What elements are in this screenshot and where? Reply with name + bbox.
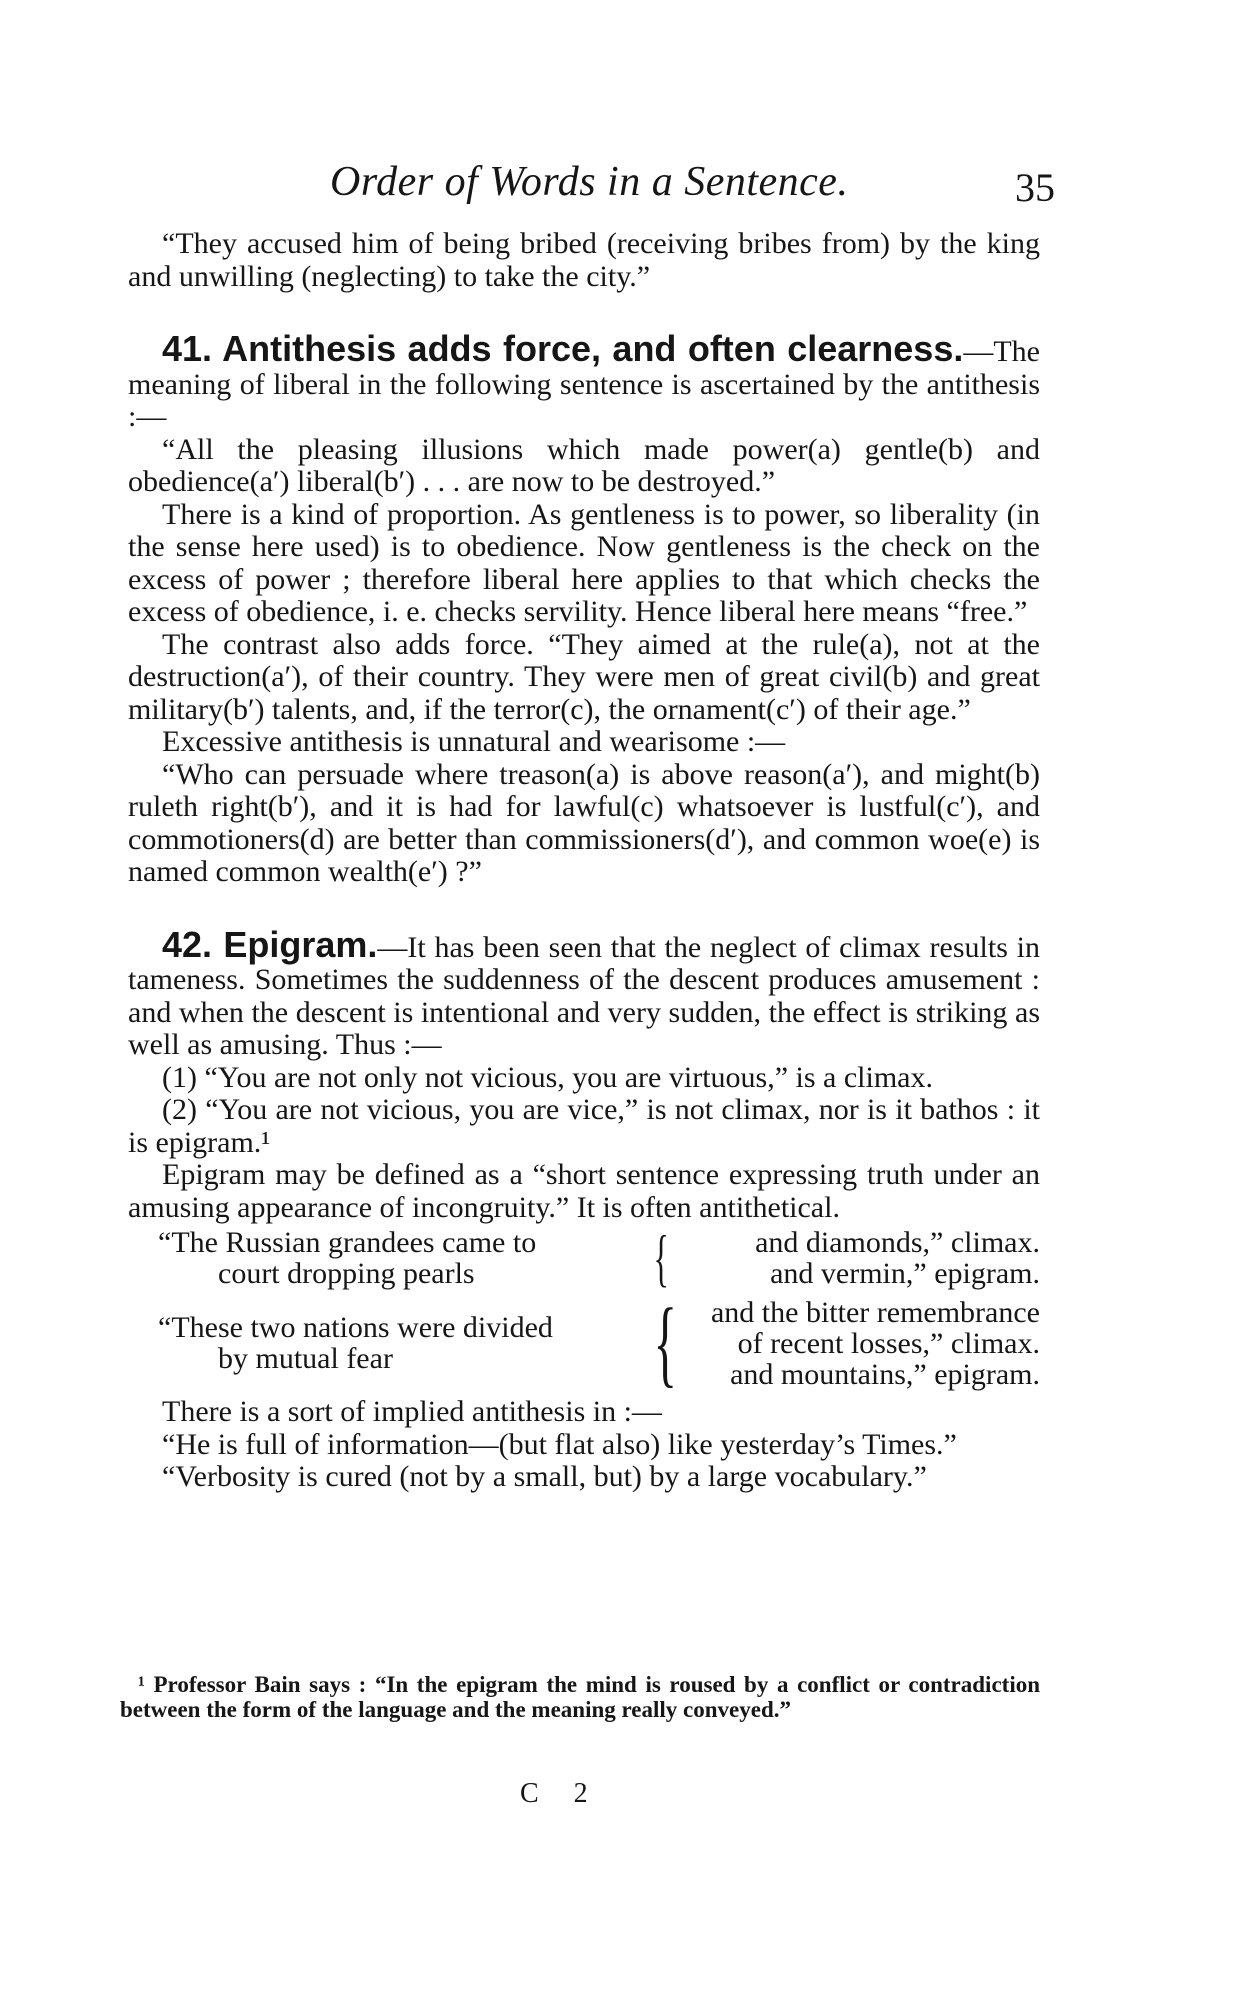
paragraph: (1) “You are not only not vicious, you are virtuous,” is a climax. xyxy=(162,1060,933,1094)
section-41 xyxy=(128,328,1040,434)
brace-example xyxy=(128,1289,1040,1397)
section-42 xyxy=(128,923,1040,1062)
paragraph: “All the pleasing illusions which made power(a) gentle(b) and obedience(a′) liberal(b′) . . . are now to be destroyed.” xyxy=(128,432,1040,498)
paragraph: There is a kind of proportion. As gentleness is to power, so liberality (in the sense here used) is to obedience. Now gentleness is the check on the excess of power ; therefore liberal here applies to that which checks the excess of obedience, i. e. checks servility. Hence liberal here means “free.” xyxy=(128,497,1040,628)
section-intro: —The meaning of liberal in the following sentence is ascertained by the antithesis :— xyxy=(128,335,1040,433)
paragraph: There is a sort of implied antithesis in :— xyxy=(162,1395,662,1428)
paragraph: The contrast also adds force. “They aimed at the rule(a), not at the destruction(a′), of their country. They were men of great civil(b) and great military(b′) talents, and, if the terror(c), the ornament(c′) of their age.” xyxy=(128,627,1040,726)
brace-right-text: and the bitter remembrance of recent losses,” climax. and mountains,” epigram. xyxy=(710,1295,1040,1391)
signature-mark: C 2 xyxy=(520,1778,602,1809)
page-number: 35 xyxy=(1015,165,1055,210)
paragraph: “He is full of information—(but flat also) like yesterday’s Times.” xyxy=(162,1427,957,1461)
section-intro: —It has been seen that the neglect of climax results in tameness. Sometimes the suddenness of the descent produces amusement : and when the descent is intentional and very sudden, the effect is striking as well as amusing. Thus :— xyxy=(128,930,1040,1061)
paragraph: (2) “You are not vicious, you are vice,” is not climax, nor is it bathos : it is epigram.¹ xyxy=(128,1093,1040,1159)
section-heading: 41. Antithesis adds force, and often clearness. xyxy=(162,328,964,369)
brace-right-text: and diamonds,” climax. and vermin,” epigram. xyxy=(755,1226,1040,1290)
footnote-area xyxy=(120,1672,1040,1722)
running-title: Order of Words in a Sentence. xyxy=(330,159,849,205)
paragraph: “Who can persuade where treason(a) is above reason(a′), and might(b) ruleth right(b′), and it is had for lawful(c) whatsoever is lustful(c′), and commotioners(d) are better than commissioners(d′), and common woe(e) is named common wealth(e′) ?” xyxy=(128,757,1040,888)
page-body xyxy=(128,228,1040,1494)
brace-left-text: “The Russian grandees came to court dropping pearls xyxy=(158,1226,537,1290)
paragraph: Epigram may be defined as a “short sentence expressing truth under an amusing appearance of incongruity.” It is often antithetical. xyxy=(128,1158,1040,1224)
footnote: ¹ Professor Bain says : “In the epigram the mind is roused by a conflict or contradiction between the form of the language and the meaning really conveyed.” xyxy=(120,1672,1040,1722)
section-heading: 42. Epigram. xyxy=(162,923,378,965)
paragraph: “Verbosity is cured (not by a small, but) by a large vocabulary.” xyxy=(162,1460,927,1493)
brace-example xyxy=(128,1222,1040,1293)
paragraph: Excessive antithesis is unnatural and wearisome :— xyxy=(162,725,786,758)
brace-left-text: “These two nations were divided by mutual fear xyxy=(158,1311,553,1375)
paragraph: “They accused him of being bribed (receiving bribes from) by the king and unwilling (neglecting) to take the city.” xyxy=(128,227,1040,293)
brace-symbol: { xyxy=(653,1289,678,1397)
brace-symbol: { xyxy=(653,1222,669,1293)
page-header xyxy=(130,158,1055,218)
